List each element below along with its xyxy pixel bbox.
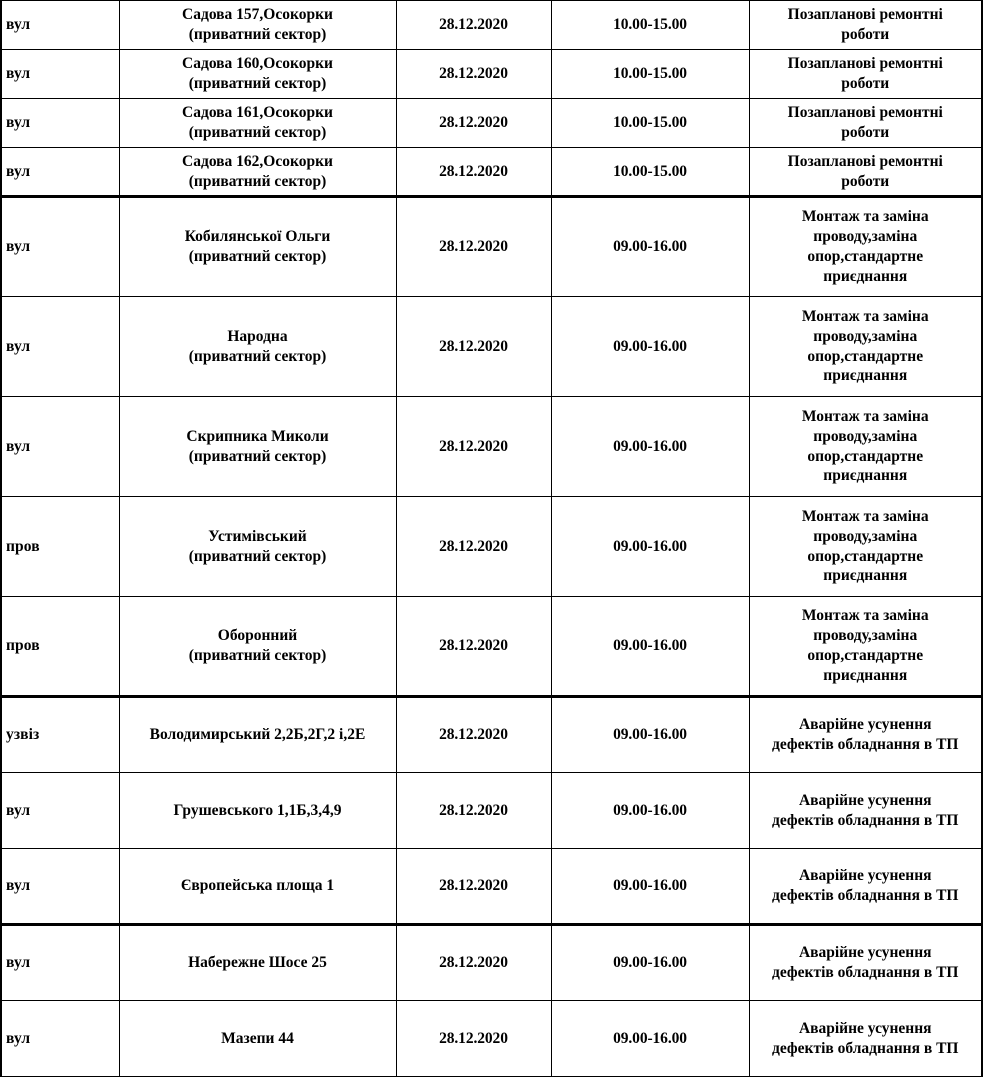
address-main: Садова 160,Осокорки [182,55,333,73]
cell-street-type: вул [1,1001,119,1077]
cell-date: 28.12.2020 [396,197,551,297]
reason-line: Аварійне усунення [798,867,932,885]
cell-address [119,397,396,497]
address-main: Володимирський 2,2Б,2Г,2 і,2Е [149,726,366,744]
reason-line: Монтаж та заміна [801,407,929,425]
cell-date: 28.12.2020 [396,50,551,99]
address-main: Кобилянської Ольги [184,228,331,246]
reason-line: дефектів обладнання в ТП [772,736,959,753]
cell-address [119,697,396,773]
cell-address [119,849,396,925]
reason-line: проводу,заміна [813,627,918,645]
reason-line: приєднання [823,367,908,385]
address-sub: (приватний сектор) [188,26,327,43]
cell-street-type: узвіз [1,697,119,773]
cell-address [119,597,396,697]
cell-street-type: вул [1,297,119,397]
cell-time: 09.00-16.00 [551,197,749,297]
cell-street-type: вул [1,773,119,849]
reason-line: опор,стандартне [807,347,924,365]
cell-time: 09.00-16.00 [551,849,749,925]
address-sub: (приватний сектор) [188,248,327,265]
address-main: Мазепи 44 [221,1029,294,1047]
address-main: Набережне Шосе 25 [188,954,327,972]
cell-address [119,148,396,197]
cell-street-type: вул [1,50,119,99]
cell-reason [749,297,982,397]
address-sub: (приватний сектор) [188,547,327,565]
table-row [1,1001,982,1077]
reason-line: дефектів обладнання в ТП [772,887,959,904]
reason-line: роботи [841,124,890,141]
table-row [1,849,982,925]
cell-date: 28.12.2020 [396,697,551,773]
cell-date: 28.12.2020 [396,99,551,148]
cell-date: 28.12.2020 [396,849,551,925]
reason-line: Аварійне усунення [798,716,932,734]
cell-date: 28.12.2020 [396,925,551,1001]
cell-street-type: вул [1,925,119,1001]
reason-line: роботи [841,75,890,92]
cell-address [119,1,396,50]
cell-date: 28.12.2020 [396,773,551,849]
cell-address [119,197,396,297]
reason-line: дефектів обладнання в ТП [772,964,959,981]
address-sub: (приватний сектор) [188,347,327,365]
cell-reason [749,925,982,1001]
cell-time: 09.00-16.00 [551,1001,749,1077]
table-row [1,597,982,697]
cell-time: 10.00-15.00 [551,1,749,50]
cell-date: 28.12.2020 [396,397,551,497]
cell-reason [749,148,982,197]
cell-time: 10.00-15.00 [551,99,749,148]
cell-street-type: вул [1,1,119,50]
address-main: Європейська площа 1 [180,877,335,895]
reason-line: проводу,заміна [813,327,918,345]
cell-date: 28.12.2020 [396,297,551,397]
reason-line: опор,стандартне [807,248,924,265]
reason-line: опор,стандартне [807,647,924,664]
cell-time: 09.00-16.00 [551,297,749,397]
reason-line: дефектів обладнання в ТП [772,811,959,829]
address-sub: (приватний сектор) [188,75,327,92]
cell-street-type: вул [1,148,119,197]
cell-reason [749,1001,982,1077]
address-main: Оборонний [217,627,298,645]
address-main: Устимівський [208,527,307,545]
table-row [1,925,982,1001]
cell-address [119,773,396,849]
cell-date: 28.12.2020 [396,1001,551,1077]
reason-line: Аварійне усунення [798,944,932,962]
cell-time: 09.00-16.00 [551,697,749,773]
reason-line: дефектів обладнання в ТП [772,1039,959,1057]
reason-line: Монтаж та заміна [801,307,929,325]
cell-reason [749,497,982,597]
reason-line: роботи [841,172,890,190]
cell-reason [749,397,982,497]
reason-line: опор,стандартне [807,447,924,465]
cell-date: 28.12.2020 [396,1,551,50]
table-body [1,1,982,1077]
reason-line: проводу,заміна [813,228,918,246]
reason-line: опор,стандартне [807,547,924,565]
cell-reason [749,773,982,849]
table-row [1,50,982,99]
address-main: Скрипника Миколи [186,427,329,445]
address-sub: (приватний сектор) [188,124,327,141]
cell-address [119,50,396,99]
reason-line: Позапланові ремонтні [787,104,943,122]
cell-date: 28.12.2020 [396,597,551,697]
cell-address [119,297,396,397]
cell-address [119,925,396,1001]
address-main: Садова 161,Осокорки [182,104,333,122]
cell-reason [749,1,982,50]
table-row [1,697,982,773]
reason-line: Монтаж та заміна [801,507,929,525]
reason-line: приєднання [823,267,908,285]
cell-date: 28.12.2020 [396,497,551,597]
cell-street-type: пров [1,597,119,697]
reason-line: Аварійне усунення [798,791,932,809]
address-sub: (приватний сектор) [188,647,327,664]
cell-address [119,497,396,597]
cell-time: 10.00-15.00 [551,50,749,99]
reason-line: приєднання [823,666,908,684]
reason-line: Аварійне усунення [798,1019,932,1037]
cell-time: 09.00-16.00 [551,497,749,597]
cell-address [119,99,396,148]
reason-line: Позапланові ремонтні [787,6,943,24]
reason-line: проводу,заміна [813,427,918,445]
cell-reason [749,597,982,697]
cell-time: 09.00-16.00 [551,925,749,1001]
table-row [1,773,982,849]
address-main: Народна [227,327,288,345]
reason-line: Монтаж та заміна [801,607,929,625]
address-sub: (приватний сектор) [188,447,327,465]
table-row [1,1,982,50]
cell-street-type: вул [1,397,119,497]
address-main: Грушевського 1,1Б,3,4,9 [173,801,342,819]
cell-reason [749,50,982,99]
cell-street-type: пров [1,497,119,597]
cell-time: 09.00-16.00 [551,597,749,697]
cell-street-type: вул [1,99,119,148]
cell-reason [749,197,982,297]
cell-street-type: вул [1,197,119,297]
reason-line: приєднання [823,567,908,585]
cell-address [119,1001,396,1077]
table-row [1,297,982,397]
reason-line: Позапланові ремонтні [787,55,943,73]
reason-line: проводу,заміна [813,527,918,545]
address-main: Садова 162,Осокорки [182,152,333,170]
reason-line: Монтаж та заміна [801,208,929,226]
reason-line: приєднання [823,467,908,485]
table-row [1,197,982,297]
reason-line: роботи [841,26,890,43]
cell-date: 28.12.2020 [396,148,551,197]
cell-time: 10.00-15.00 [551,148,749,197]
cell-time: 09.00-16.00 [551,397,749,497]
reason-line: Позапланові ремонтні [787,152,943,170]
table-row [1,148,982,197]
cell-time: 09.00-16.00 [551,773,749,849]
table-row [1,397,982,497]
cell-street-type: вул [1,849,119,925]
table-row [1,497,982,597]
address-sub: (приватний сектор) [188,172,327,190]
address-main: Садова 157,Осокорки [182,6,333,24]
cell-reason [749,697,982,773]
table-row [1,99,982,148]
cell-reason [749,849,982,925]
cell-reason [749,99,982,148]
